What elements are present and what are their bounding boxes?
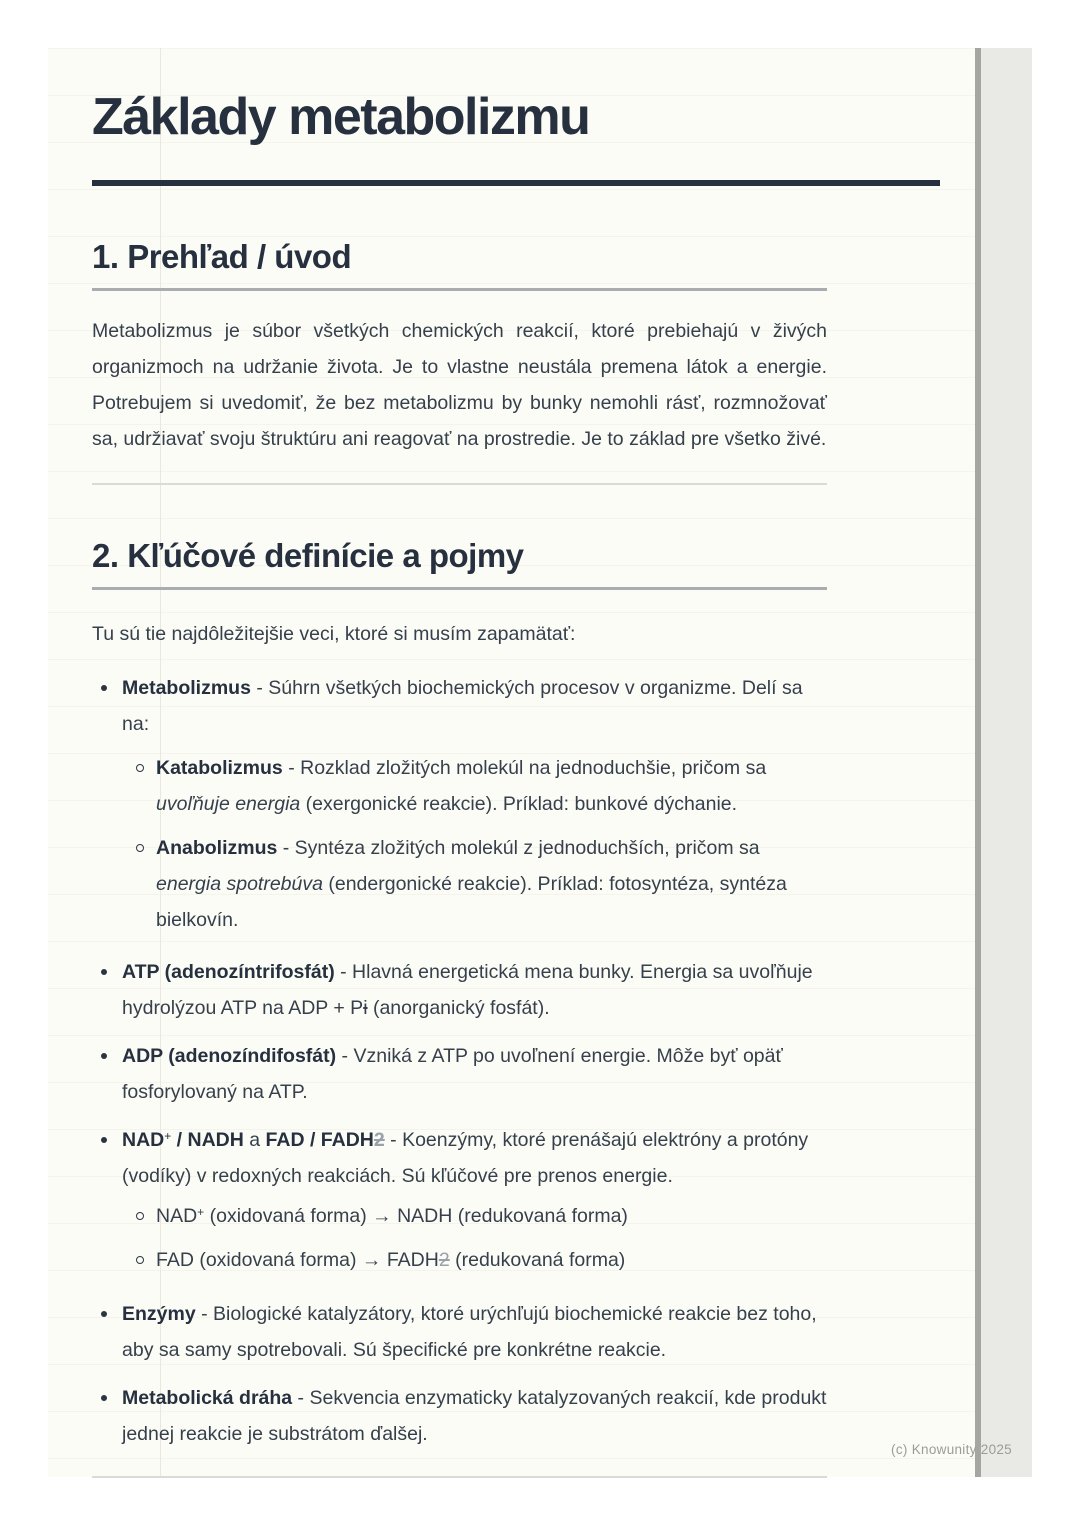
list-item-nad-fad: [92, 1122, 827, 1194]
term-label: ADP (adenozíndifosfát): [122, 1045, 337, 1067]
subscript-i: i: [363, 997, 368, 1019]
term-definition: NAD: [156, 1205, 198, 1227]
page-title: Základy metabolizmu: [92, 88, 590, 146]
list-item-text: [156, 1242, 827, 1278]
term-definition: (redukovaná forma): [449, 1249, 626, 1271]
list-item-text: [122, 1122, 827, 1194]
term-definition: - Biologické katalyzátory, ktoré urýchľujú biochemické reakcie bez toho, aby sa samy spotrebovali. Sú špecifické pre konkrétne reakcie.: [122, 1303, 817, 1361]
term-definition: - Rozklad zložitých molekúl na jednoduchšie, pričom sa: [282, 757, 767, 779]
circle-bullet-icon: [136, 1256, 144, 1264]
list-item-anabolizmus: [92, 830, 827, 938]
circle-bullet-icon: [136, 844, 144, 852]
list-item-text: [156, 750, 827, 822]
superscript-plus: +: [197, 1205, 205, 1219]
bottom-divider: [92, 1476, 827, 1478]
struck-subscript-2: 2: [438, 1249, 450, 1271]
bullet-icon: [101, 969, 107, 975]
list-item-text: [122, 1296, 827, 1368]
list-item-atp: [92, 954, 827, 1026]
scrollbar-track[interactable]: [981, 48, 1032, 1477]
list-item-nad-forms: [92, 1198, 827, 1234]
emphasis-text: energia spotrebúva: [156, 873, 323, 895]
term-label: Enzýmy: [122, 1303, 196, 1325]
term-label: Metabolická dráha: [122, 1387, 293, 1409]
superscript-plus: +: [164, 1129, 172, 1143]
term-definition: - Sekvencia enzymaticky katalyzovaných reakcií, kde produkt jednej reakcie je substrátom ďalšej.: [122, 1387, 827, 1445]
term-definition: (exergonické reakcie). Príklad: bunkové dýchanie.: [300, 793, 738, 815]
term-label: Metabolizmus: [122, 677, 251, 699]
copyright-watermark: (c) Knowunity 2025: [891, 1442, 1012, 1457]
section-1-underline: [92, 288, 827, 291]
term-label: Katabolizmus: [156, 757, 283, 779]
list-item-text: [122, 1380, 827, 1452]
bullet-icon: [101, 1395, 107, 1401]
term-label: / NADH: [171, 1129, 244, 1151]
term-label: Anabolizmus: [156, 837, 278, 859]
struck-subscript-2: 2: [373, 1129, 385, 1151]
section-2-heading: 2. Kľúčové definície a pojmy: [92, 537, 524, 574]
page-content: [92, 86, 827, 1478]
term-label: ATP (adenozíntrifosfát): [122, 961, 335, 983]
title-underline: [92, 180, 940, 186]
term-definition: - Vzniká z ATP po uvoľnení energie. Môže byť opäť fosforylovaný na ATP.: [122, 1045, 783, 1103]
circle-bullet-icon: [136, 764, 144, 772]
list-item-metabolizmus: [92, 670, 827, 742]
document-page: [48, 48, 975, 1477]
term-definition: FAD (oxidovaná forma) → FADH: [156, 1249, 439, 1271]
section-divider: [92, 483, 827, 485]
list-item-text: [122, 1038, 827, 1110]
bullet-icon: [101, 1311, 107, 1317]
term-label: NAD: [122, 1129, 165, 1151]
list-item-fad-forms: [92, 1242, 827, 1278]
emphasis-text: uvoľňuje energia: [156, 793, 301, 815]
term-definition: - Súhrn všetkých biochemických procesov v organizme. Delí sa na:: [122, 677, 803, 735]
definitions-list: [92, 670, 827, 1452]
list-item-enzymy: [92, 1296, 827, 1368]
list-item-text: [122, 954, 827, 1026]
list-item-adp: [92, 1038, 827, 1110]
term-definition: - Syntéza zložitých molekúl z jednoduchších, pričom sa: [277, 837, 760, 859]
list-item-text: [156, 830, 827, 938]
list-item-katabolizmus: [92, 750, 827, 822]
term-definition: - Koenzýmy, ktoré prenášajú elektróny a protóny (vodíky) v redoxných reakciách. Sú kľúčové pre prenos energie.: [122, 1129, 809, 1187]
term-definition: (endergonické reakcie). Príklad: fotosyntéza, syntéza bielkovín.: [156, 873, 787, 931]
section-1-heading: 1. Prehľad / úvod: [92, 238, 352, 275]
list-item-metabolicka-draha: [92, 1380, 827, 1452]
section-1-paragraph: Metabolizmus je súbor všetkých chemických reakcií, ktoré prebiehajú v živých organizmoch na udržanie života. Je to vlastne neustála premena látok a energie. Potrebujem si uvedomiť, že bez metabolizmu by bunky nemohli rásť, rozmnožovať sa, udržiavať svoju štruktúru ani reagovať na prostredie. Je to základ pre všetko živé.: [92, 320, 827, 450]
circle-bullet-icon: [136, 1212, 144, 1220]
section-2-underline: [92, 587, 827, 590]
term-label: FAD / FADH: [265, 1129, 374, 1151]
term-definition: a: [243, 1129, 266, 1151]
bullet-icon: [101, 1053, 107, 1059]
bullet-icon: [101, 1137, 107, 1143]
term-definition: (oxidovaná forma) → NADH (redukovaná forma): [204, 1205, 628, 1227]
list-item-text: [122, 670, 827, 742]
list-item-text: [156, 1198, 827, 1234]
section-2-intro: Tu sú tie najdôležitejšie veci, ktoré si musím zapamätať:: [92, 623, 576, 645]
term-definition: (anorganický fosfát).: [367, 997, 550, 1019]
bullet-icon: [101, 685, 107, 691]
term-definition: - Hlavná energetická mena bunky. Energia sa uvoľňuje hydrolýzou ATP na ADP + P: [122, 961, 813, 1019]
